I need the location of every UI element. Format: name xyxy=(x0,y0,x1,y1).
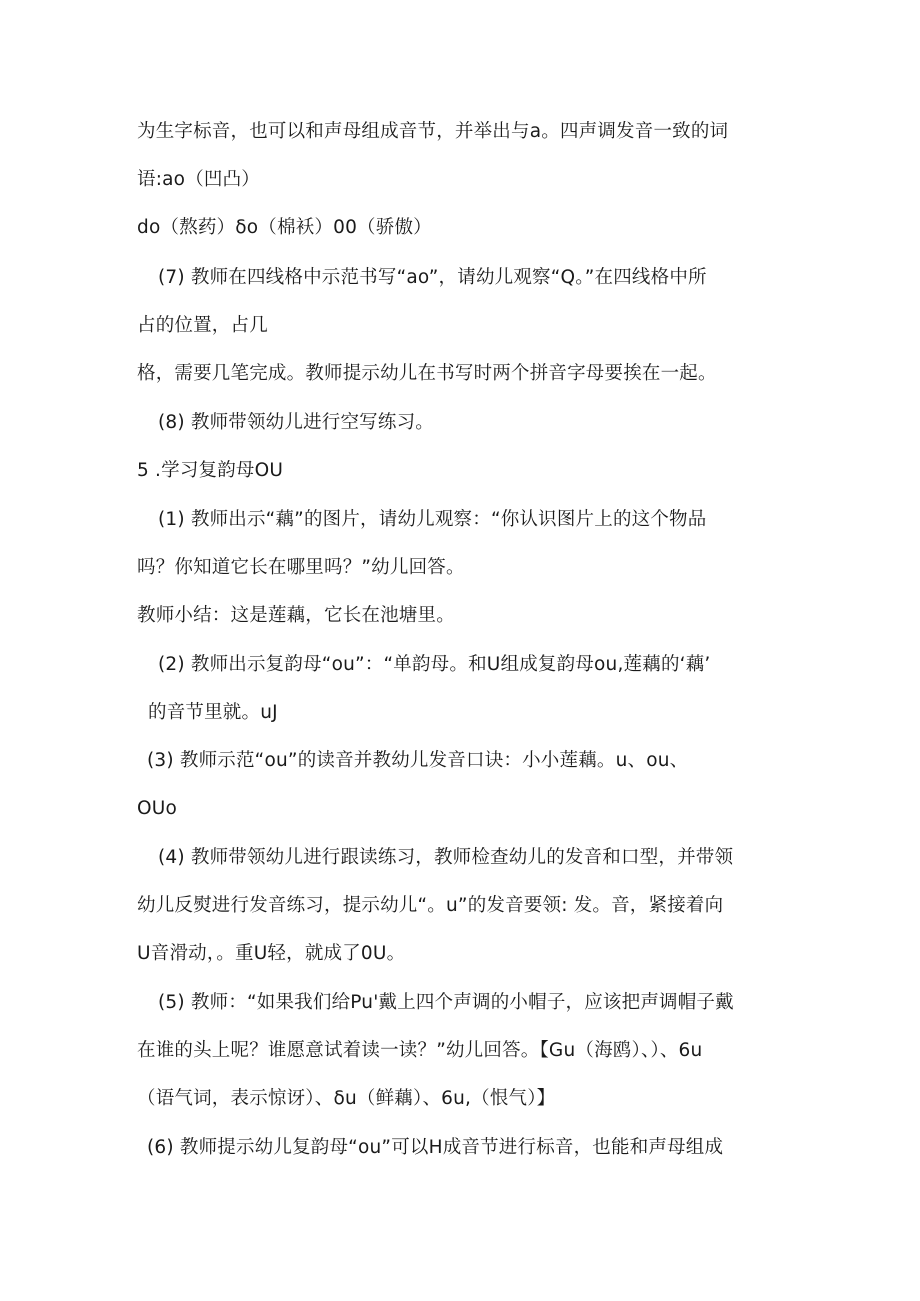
text-line-16: (4) 教师带领幼儿进行跟读练习，教师检查幼儿的发音和口型，并带领 xyxy=(158,847,734,868)
text-line-5: 占的位置，占几 xyxy=(137,315,268,336)
text-line-12: (2) 教师出示复韵母“ou”：“单韵母。和U组成复韵母ou,莲藕的‘藕’ xyxy=(158,654,711,675)
text-line-13: 的音节里就。uJ xyxy=(148,702,278,723)
text-line-22: (6) 教师提示幼儿复韵母“ou”可以H成音节进行标音，也能和声母组成 xyxy=(147,1137,724,1158)
text-line-7: (8) 教师带领幼儿进行空写练习。 xyxy=(158,412,434,433)
text-line-19: (5) 教师：“如果我们给Pu'戴上四个声调的小帽子，应该把声调帽子戴 xyxy=(158,992,734,1013)
text-line-1: 为生字标音，也可以和声母组成音节，并举出与a。四声调发音一致的词 xyxy=(137,121,729,142)
text-line-3: do（熬药）δo（棉袄）00（骄傲） xyxy=(137,217,432,238)
text-line-10: 吗？你知道它长在哪里吗？”幼儿回答。 xyxy=(137,557,465,578)
text-line-15: OUo xyxy=(137,798,178,819)
text-line-4: (7) 教师在四线格中示范书写“ao”，请幼儿观察“Q。”在四线格中所 xyxy=(158,267,707,288)
text-line-17: 幼儿反熨进行发音练习，提示幼儿“。u”的发音要领: 发。音，紧接着向 xyxy=(137,895,724,916)
text-line-11: 教师小结：这是莲藕，它长在池塘里。 xyxy=(137,605,455,626)
section-heading: 5 .学习复韵母OU xyxy=(137,460,284,481)
text-line-9: (1) 教师出示“藕”的图片，请幼儿观察：“你认识图片上的这个物品 xyxy=(158,509,707,530)
text-line-18: U音滑动，。重U轻，就成了0U。 xyxy=(137,943,406,964)
text-line-21: （语气词，表示惊讶）、δu（鲜藕）、6u,（恨气）】 xyxy=(137,1088,556,1109)
text-line-20: 在谁的头上呢？谁愿意试着读一读？”幼儿回答。【Gu（海鸥）、）、6u xyxy=(137,1040,703,1061)
text-line-14: (3) 教师示范“ou”的读音并教幼儿发音口诀：小小莲藕。u、ou、 xyxy=(147,750,689,771)
text-line-2: 语:ao（凹凸） xyxy=(137,169,260,190)
text-line-6: 格，需要几笔完成。教师提示幼儿在书写时两个拼音字母要挨在一起。 xyxy=(137,363,717,384)
